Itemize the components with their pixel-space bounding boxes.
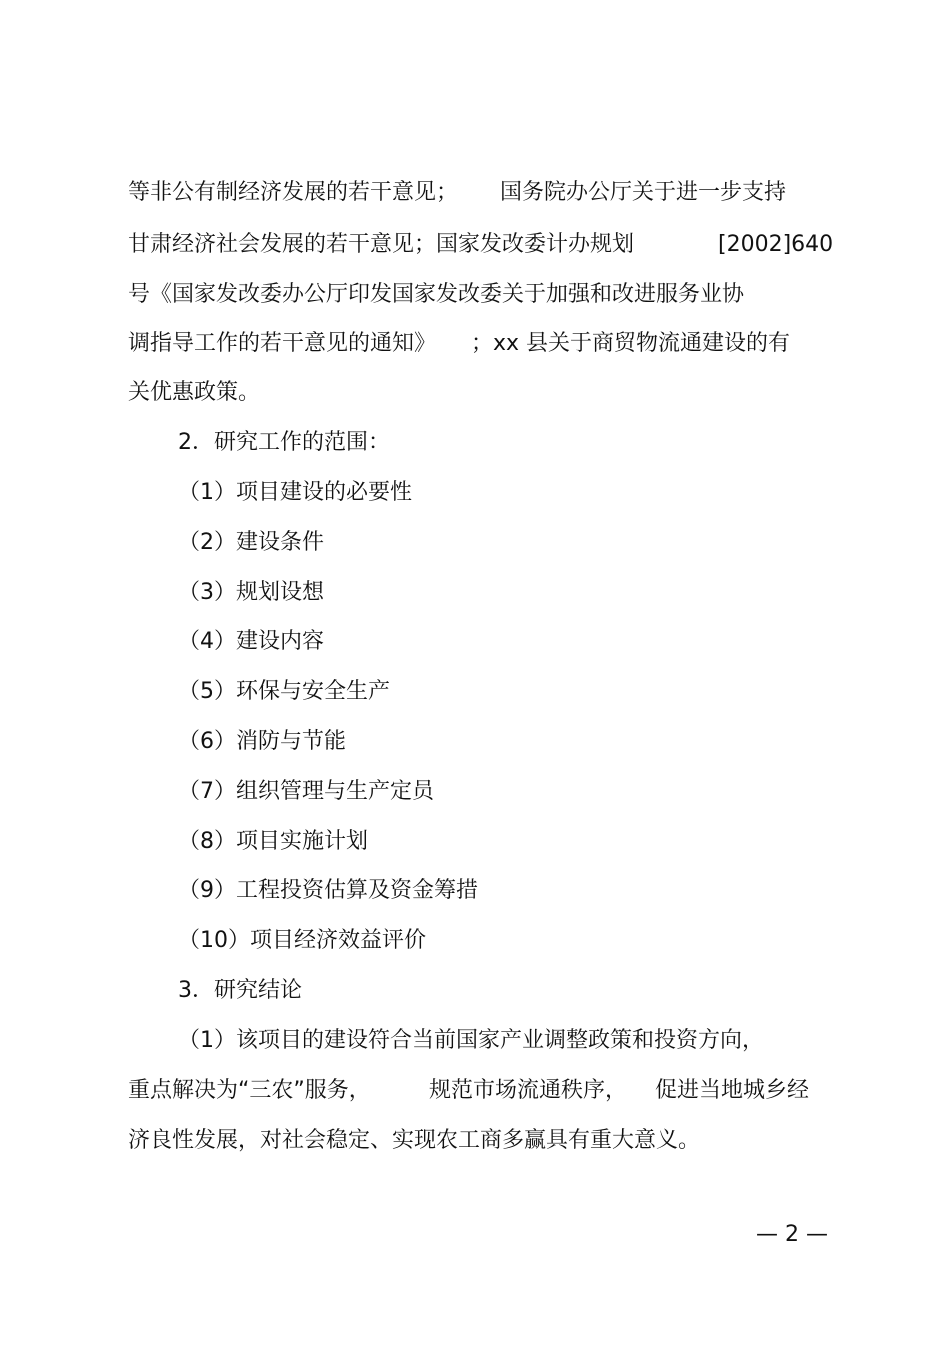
section-heading: 2．研究工作的范围：: [178, 430, 390, 455]
list-item: （1）项目建设的必要性: [178, 480, 412, 505]
list-item: （7）组织管理与生产定员: [178, 779, 434, 804]
page-number: — 2 —: [756, 1222, 828, 1247]
text-segment: ；xx 县关于商贸物流通建设的有: [471, 331, 791, 356]
list-item: （2）建设条件: [178, 530, 324, 555]
text-segment: 甘肃经济社会发展的若干意见；国家发改委计办规划: [128, 232, 635, 257]
paragraph-line: 关优惠政策。: [128, 380, 261, 405]
list-item: （3）规划设想: [178, 580, 324, 605]
text-segment: 重点解决为“三农”服务，: [128, 1078, 371, 1103]
list-item: （5）环保与安全生产: [178, 679, 390, 704]
text-segment: 规范市场流通秩序，: [429, 1078, 628, 1103]
text-segment: 国务院办公厅关于进一步支持: [500, 180, 787, 205]
paragraph-line: 号《国家发改委办公厅印发国家发改委关于加强和改进服务业协: [128, 282, 745, 307]
paragraph-line: 济良性发展，对社会稳定、实现农工商多赢具有重大意义。: [128, 1128, 701, 1153]
list-item: （8）项目实施计划: [178, 829, 368, 854]
section-heading: 3．研究结论: [178, 978, 302, 1003]
paragraph-line: （1）该项目的建设符合当前国家产业调整政策和投资方向，: [178, 1028, 764, 1053]
text-segment: [2002]640: [718, 232, 834, 257]
list-item: （9）工程投资估算及资金筹措: [178, 878, 478, 903]
list-item: （6）消防与节能: [178, 729, 346, 754]
text-segment: 调指导工作的若干意见的通知》: [128, 331, 437, 356]
list-item: （4）建设内容: [178, 629, 324, 654]
text-segment: 等非公有制经济发展的若干意见；: [128, 180, 459, 205]
text-segment: 促进当地城乡经: [655, 1078, 810, 1103]
list-item: （10）项目经济效益评价: [178, 928, 426, 953]
